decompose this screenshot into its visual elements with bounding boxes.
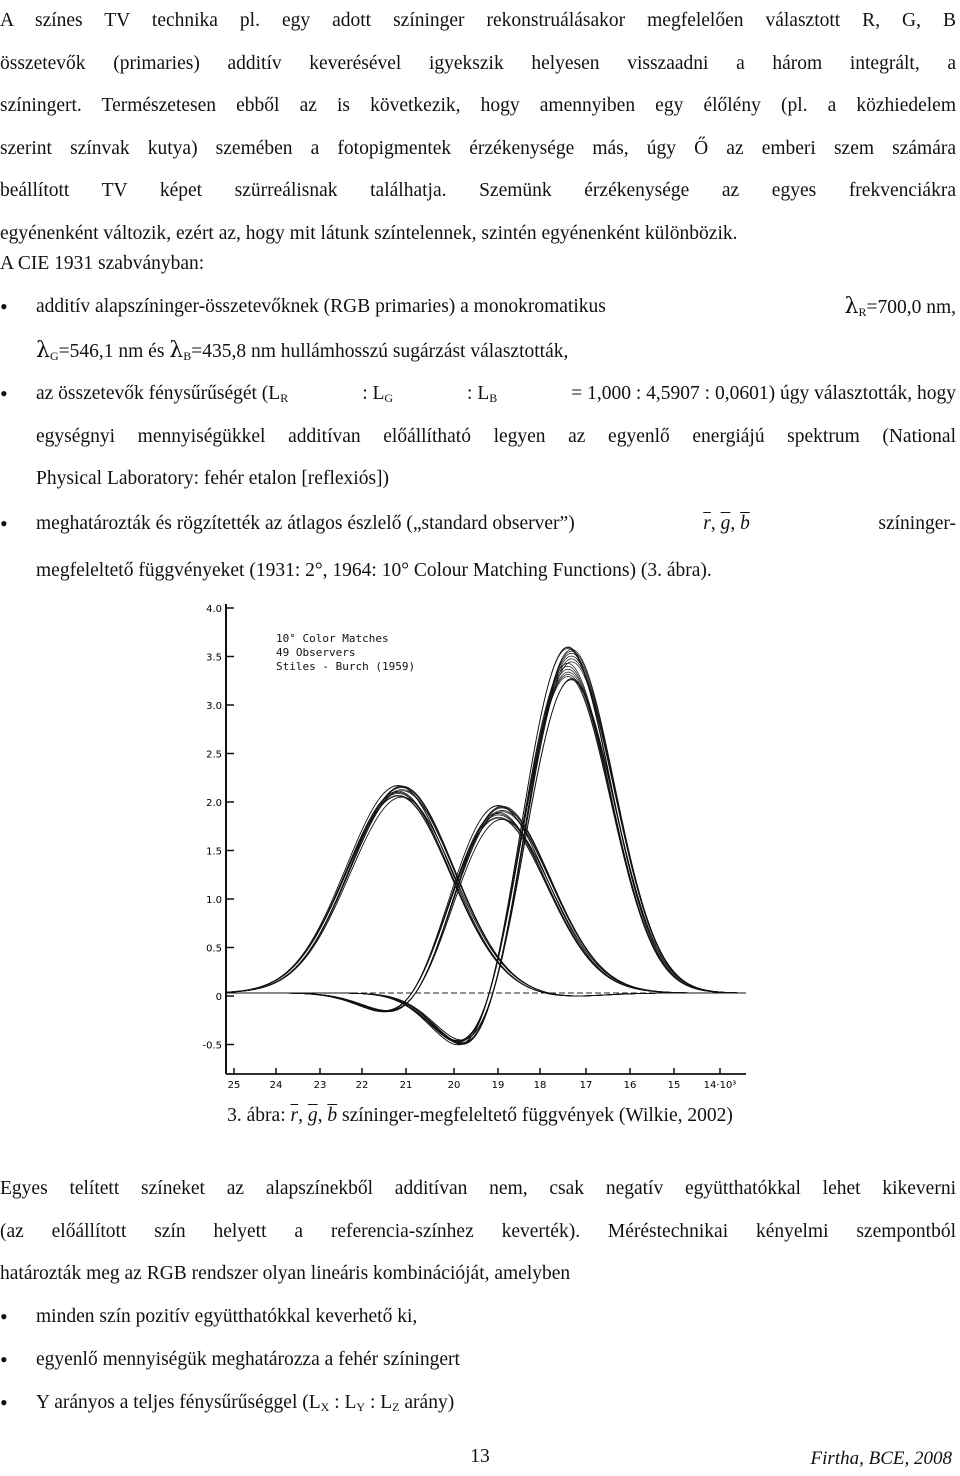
text-segment: ,: [710, 513, 716, 534]
text-segment: : L: [334, 1392, 357, 1413]
y-tick-label: -0.5: [202, 1040, 222, 1052]
text-segment: : L: [362, 383, 385, 404]
x-tick-label: 14·10³: [703, 1080, 737, 1091]
y-tick-label: 1.5: [206, 846, 222, 858]
text-segment: meghatározták és rögzítették az átlagos észlelő („standard observer”): [36, 513, 575, 534]
g-bar-curve: [226, 812, 746, 1011]
text-segment: Y arányos a teljes fénysűrűséggel (L: [36, 1392, 321, 1413]
r-bar-curve: [226, 656, 746, 1043]
y-tick-label: 4.0: [206, 604, 222, 615]
bullet-icon: •: [0, 1304, 8, 1329]
r-bar-curve: [226, 647, 746, 1044]
bullet-icon: •: [0, 294, 8, 319]
paragraph-intro: [0, 0, 956, 255]
y-tick-label: 3.5: [206, 652, 222, 664]
subscript: Y: [356, 1400, 366, 1414]
list-item-text: egyenlő mennyiségük meghatározza a fehér színingert: [36, 1349, 460, 1370]
subscript: R: [858, 305, 867, 319]
figure-legend: [276, 632, 415, 673]
curve-bundles: [226, 647, 746, 1045]
g-bar-curve: [226, 819, 746, 1010]
y-tick-label: 1.0: [206, 895, 222, 906]
text-segment: ,: [730, 513, 736, 534]
text-segment: =435,8 nm hullámhosszú sugárzást választották,: [191, 340, 569, 362]
b-bar-symbol: $\overline{b}$: [327, 1105, 338, 1126]
text-line: [36, 330, 956, 374]
r-bar-curve: [226, 672, 746, 1041]
r-bar-curve: [226, 680, 746, 1041]
text-line: beállított TV képet szürreálisnak találhatja. Szemünk érzékenysége az egyes frekvenciákra: [0, 180, 956, 201]
text-segment: =700,0 nm,: [866, 297, 956, 318]
text-segment: arány): [404, 1392, 455, 1413]
text-segment: ,: [298, 1105, 303, 1126]
r-bar-curve: [226, 659, 746, 1043]
g-bar-symbol: $\overline{g}$: [720, 513, 731, 534]
x-tick-label: 18: [533, 1080, 547, 1091]
bullet-icon: •: [0, 1390, 8, 1415]
g-bar-curve: [226, 807, 746, 1012]
lambda-symbol: λ: [36, 337, 50, 363]
legend-line: Stiles - Burch (1959): [276, 660, 416, 673]
subscript: B: [489, 391, 498, 405]
text-segment: színinger-: [878, 513, 956, 534]
text-segment: : L: [467, 383, 490, 404]
text-line: A CIE 1931 szabványban:: [0, 253, 205, 274]
list-item: [0, 373, 956, 501]
r-bar-curve: [226, 679, 746, 1041]
text-line: Egyes telített színeket az alapszínekből additívan nem, csak negatív együtthatókkal lehet kikeverni: [0, 1178, 956, 1199]
text-line: színingert. Természetesen ebből az is következik, hogy amennyiben egy élőlény (pl. a közhiedelem: [0, 95, 956, 116]
text-segment: =546,1 nm és: [58, 340, 165, 362]
r-bar-curve: [226, 674, 746, 1040]
subscript: G: [49, 348, 59, 363]
g-bar-curve: [226, 806, 746, 1012]
r-bar-curve: [226, 653, 746, 1044]
r-bar-curve: [226, 649, 746, 1045]
y-tick-label: 0.5: [206, 943, 222, 955]
text-segment: additív alapszíninger-összetevőknek (RGB primaries) a monokromatikus: [36, 296, 606, 317]
subscript: X: [320, 1400, 330, 1414]
x-tick-label: 23: [313, 1080, 327, 1091]
text-line: összetevők (primaries) additív keverésével igyekszik helyesen visszaadni a három integrált, a: [0, 52, 956, 74]
b-bar-symbol: $\overline{b}$: [740, 513, 750, 534]
lambda-symbol: λ: [844, 294, 859, 319]
figure-caption: [0, 1096, 960, 1136]
paragraph-negative-coefficients: [0, 1168, 956, 1296]
y-tick-label: 0: [215, 992, 222, 1003]
page-number: 13: [470, 1446, 490, 1467]
g-bar-curve: [226, 806, 746, 1012]
subscript: Z: [392, 1400, 400, 1414]
paragraph-cie: [0, 243, 956, 286]
r-bar-curve: [226, 647, 746, 1045]
r-bar-symbol: $\overline{r}$: [290, 1105, 299, 1126]
x-tick-label: 16: [623, 1080, 637, 1091]
x-tick-label: 19: [491, 1080, 505, 1091]
legend-line: 49 Observers: [276, 646, 356, 659]
rgb-overline-symbols: [703, 503, 750, 546]
r-bar-curve: [226, 666, 746, 1042]
g-bar-curve: [226, 814, 746, 1011]
x-tick-group: [228, 1068, 737, 1091]
g-bar-curve: [226, 810, 746, 1011]
list-item: [0, 503, 956, 595]
y-tick-label: 3.0: [206, 701, 222, 712]
x-tick-label: 20: [447, 1080, 461, 1091]
g-bar-curve: [226, 808, 746, 1012]
text-line: egységnyi mennyiségükkel additívan előállítható legyen az egyenlő energiájú spektrum (National: [36, 425, 956, 447]
g-bar-curve: [226, 817, 746, 1011]
text-line: [36, 286, 956, 330]
list-item: [0, 286, 956, 371]
r-bar-symbol: $\overline{r}$: [703, 513, 711, 534]
r-bar-curve: [226, 663, 746, 1042]
text-line: megfeleltető függvényeket (1931: 2°, 1964: 10° Colour Matching Functions) (3. ábra).: [36, 559, 712, 581]
footer-author: Firtha, BCE, 2008: [810, 1448, 952, 1469]
text-line: [36, 373, 956, 416]
g-bar-curve: [226, 819, 746, 1010]
x-tick-label: 25: [227, 1080, 241, 1091]
text-line: (az előállított szín helyett a referencia-színhez keverték). Méréstechnikai kényelmi szempontból: [0, 1220, 956, 1242]
text-line: [36, 503, 956, 546]
bullet-icon: •: [0, 511, 8, 536]
caption-text: színinger-megfeleltető függvények (Wilkie, 2002): [341, 1105, 733, 1126]
text-line: A színes TV technika pl. egy adott színinger rekonstruálásakor megfelelően választott R, G, B: [0, 10, 956, 31]
text-line: szerint színvak kutya) szemében a fotopigmentek érzékenysége más, úgy Ő az emberi szem számára: [0, 137, 956, 159]
text-line: Physical Laboratory: fehér etalon [reflexiós]): [36, 468, 390, 489]
subscript: R: [280, 391, 289, 405]
y-tick-group: [202, 604, 234, 1052]
y-tick-label: 2.0: [206, 798, 222, 809]
lambda-symbol: λ: [169, 337, 184, 363]
x-tick-label: 21: [399, 1080, 413, 1091]
subscript: G: [384, 391, 394, 405]
x-tick-label: 17: [579, 1080, 593, 1091]
r-bar-curve: [226, 651, 746, 1044]
g-bar-curve: [226, 815, 746, 1011]
text-segment: = 1,000 : 4,5907 : 0,0601) úgy választották, hogy: [571, 383, 956, 404]
r-bar-curve: [226, 669, 746, 1041]
caption-prefix: 3. ábra:: [227, 1105, 286, 1126]
g-bar-curve: [226, 812, 746, 1012]
text-segment: : L: [369, 1392, 393, 1413]
list-item-text: minden szín pozitív együtthatókkal keverhető ki,: [36, 1306, 418, 1327]
x-tick-label: 24: [269, 1080, 283, 1091]
g-bar-symbol: $\overline{g}$: [307, 1105, 318, 1126]
bullet-icon: •: [0, 381, 8, 406]
y-tick-label: 2.5: [206, 749, 222, 761]
g-bar-curve: [226, 805, 746, 1012]
r-bar-curve: [226, 649, 746, 1044]
text-line: határozták meg az RGB rendszer olyan lineáris kombinációját, amelyben: [0, 1263, 571, 1284]
x-tick-label: 15: [667, 1080, 681, 1091]
r-bar-curve: [226, 662, 746, 1043]
bullet-icon: •: [0, 1347, 8, 1372]
x-tick-label: 22: [355, 1080, 369, 1091]
text-segment: az összetevők fénysűrűségét (L: [36, 383, 281, 404]
g-bar-curve: [226, 818, 746, 1011]
color-matching-functions-figure: [190, 598, 750, 1094]
list-item-text: [36, 1382, 956, 1425]
r-bar-curve: [226, 676, 746, 1040]
subscript: B: [183, 348, 192, 363]
text-segment: ,: [317, 1105, 323, 1126]
legend-line: 10° Color Matches: [276, 632, 389, 645]
r-bar-curve: [226, 680, 746, 1040]
text-line: egyénenként változik, ezért az, hogy mit látunk színtelennek, szintén egyénenként különbözik.: [0, 222, 738, 244]
